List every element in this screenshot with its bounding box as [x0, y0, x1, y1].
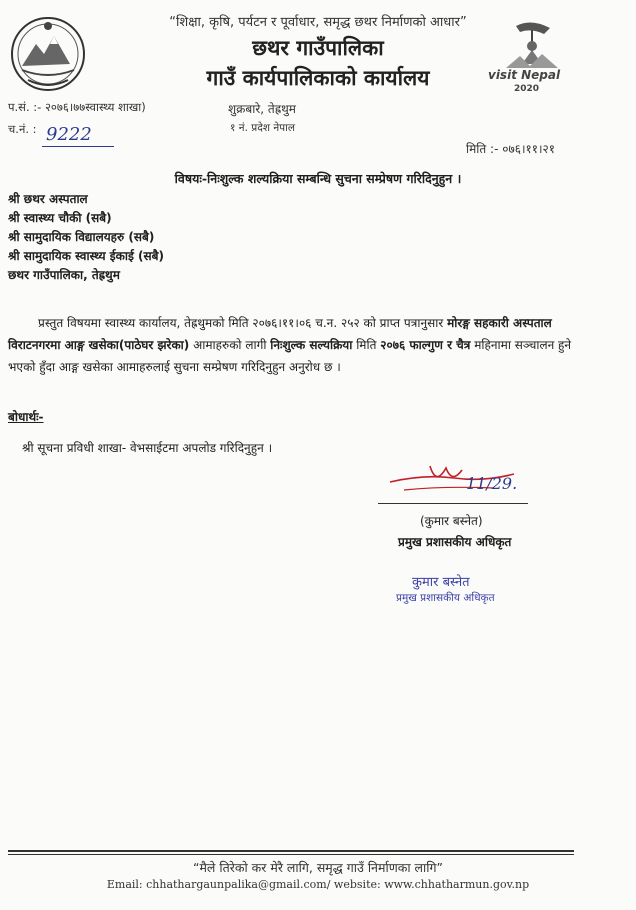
footer-rule-thin [8, 854, 574, 855]
body-part-1: प्रस्तुत विषयमा स्वास्थ्य कार्यालय, तेह्रथुमको मिति २०७६।११।०६ च.न. २५२ को प्राप्त पत्रानुसार [38, 316, 448, 330]
cc-recipient: श्री सूचना प्रविधी शाखा- वेभसाईटमा अपलोड गरिदिनुहुन । [22, 441, 273, 455]
visit-nepal-logo [486, 20, 576, 102]
cc-label: बोधार्थः- [8, 410, 44, 424]
body-bold-3: २०७६ फाल्गुण र चैत्र [380, 338, 471, 352]
office-name: गाउँ कार्यपालिकाको कार्यालय [206, 66, 430, 90]
body-bold-2: निःशुल्क सल्यक्रिया [270, 338, 353, 352]
footer-motto: “मैले तिरेको कर मेरै लागि, समृद्ध गाउँ निर्माणका लागि” [192, 860, 444, 875]
footer-contact: Email: chhathargaunpalika@gmail.com/ website: www.chhatharmun.gov.np [106, 878, 530, 891]
recipient-line: श्री सामुदायिक स्वास्थ्य ईकाई (सबै) [8, 249, 164, 263]
body-part-2: आमाहरुको लागी [189, 338, 271, 352]
organization-name: छथर गाउँपालिका [252, 36, 384, 60]
letter-date: मिति :- ०७६।११।२१ [466, 142, 556, 156]
recipient-line: श्री स्वास्थ्य चौकी (सबै) [8, 211, 112, 225]
place-line-2: १ नं. प्रदेश नेपाल [230, 122, 295, 134]
chalani-number-handwritten: 9222 [46, 124, 92, 145]
visit-nepal-year: 2020 [514, 84, 540, 94]
signatory-title: प्रमुख प्रशासकीय अधिकृत [398, 535, 512, 549]
recipient-line: छथर गाउँपालिका, तेह्रथुम [8, 268, 120, 282]
body-part-3: मिति [352, 338, 381, 352]
signatory-name: (कुमार बस्नेत) [420, 514, 483, 528]
header-slogan: “शिक्षा, कृषि, पर्यटन र पूर्वाधार, समृद्ध छथर निर्माणको आधार” [169, 15, 467, 30]
body-part-4: महिनामा सञ्चालन हुने भएको हुँदा आङ्ग खसेका आमाहरुलाई सुचना सम्प्रेषण गरिदिनुहुन अनुरोध छ । [8, 338, 572, 374]
recipient-line: श्री छथर अस्पताल [8, 192, 88, 206]
visit-nepal-text: visit Nepal [488, 68, 561, 82]
signature-date-handwritten: 11/29. [466, 474, 518, 493]
stamp-title: प्रमुख प्रशासकीय अधिकृत [396, 592, 495, 604]
footer-rule-thick [8, 850, 574, 852]
letter-body [8, 312, 596, 378]
body-bold-1: मोरङ्ग सहकारी अस्पताल विराटनगरमा आङ्ग खसेका(पाठेघर झरेका) [8, 316, 552, 352]
place-line-1: शुक्रबारे, तेह्रथुम [228, 102, 296, 116]
patra-sankhya: प.सं. :- २०७६।७७स्वास्थ्य शाखा) [8, 100, 146, 114]
signature-line [378, 503, 528, 504]
letter-subject: विषयः-निःशुल्क शल्यक्रिया सम्बन्धि सुचना सम्प्रेषण गरिदिनुहुन । [174, 171, 462, 186]
chalani-label: च.नं. : [8, 122, 37, 136]
stamp-name: कुमार बस्नेत [412, 575, 470, 590]
recipient-line: श्री सामुदायिक विद्यालयहरु (सबै) [8, 230, 155, 244]
chalani-underline [42, 146, 114, 147]
